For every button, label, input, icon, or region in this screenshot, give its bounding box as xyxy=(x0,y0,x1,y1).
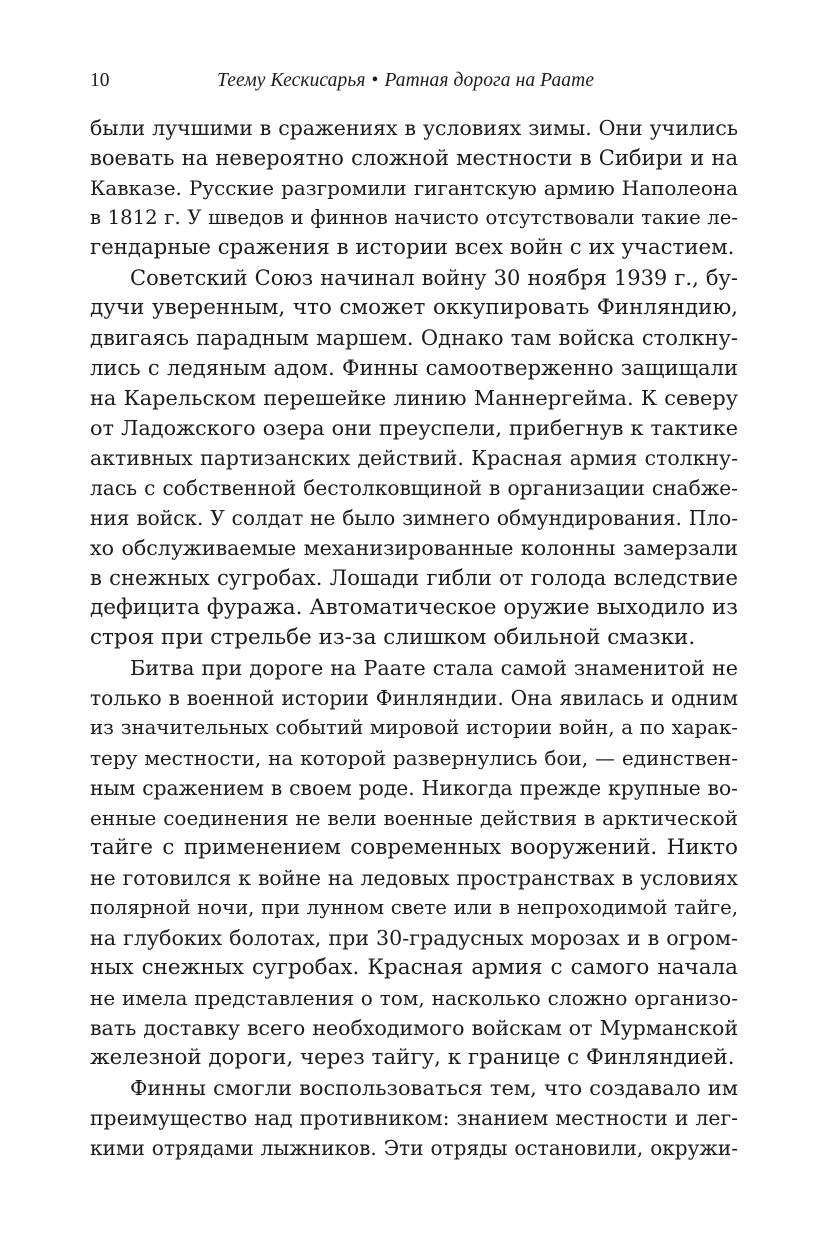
text-line: лась с собственной бестолковщиной в организации снабже- xyxy=(90,476,738,500)
text-line: Финны смогли воспользоваться тем, что создавало им xyxy=(130,1076,738,1100)
text-line: только в военной истории Финляндии. Она явилась и одним xyxy=(90,686,738,710)
text-line: тайге с применением современных вооружений. Никто xyxy=(90,835,738,860)
text-line: дефицита фуража. Автоматическое оружие выходило из xyxy=(90,595,738,620)
running-head xyxy=(217,66,594,96)
text-line: Советский Союз начинал войну 30 ноября 1939 г., бу- xyxy=(130,265,738,290)
text-line: на Карельском перешейке линию Маннергейма. К северу xyxy=(90,386,738,410)
text-line: хо обслуживаемые механизированные колонны замерзали xyxy=(90,536,738,560)
text-line: воевать на невероятно сложной местности в Сибири и на xyxy=(90,145,738,170)
body-text xyxy=(90,113,738,1163)
text-line: в 1812 г. У шведов и финнов начисто отсутствовали такие ле- xyxy=(90,206,738,229)
text-line: строя при стрельбе из-за слишком обильной смазки. xyxy=(90,625,696,650)
page-number: 10 xyxy=(90,70,110,91)
text-line: лись с ледяным адом. Финны самоотверженно защищали xyxy=(90,355,738,380)
text-line: на глубоких болотах, при 30-градусных морозах и в огром- xyxy=(90,926,738,950)
text-line: ния войск. У солдат не было зимнего обмундирования. Пло- xyxy=(90,506,738,530)
text-line: в снежных сугробах. Лошади гибли от голода вследствие xyxy=(90,565,738,590)
text-line: вать доставку всего необходимого войскам от Мурманской xyxy=(90,1016,738,1040)
header-author: Теему Кескисарья xyxy=(217,70,366,91)
text-line: полярной ночи, при лунном свете или в непроходимой тайге, xyxy=(90,896,738,919)
text-line: дучи уверенным, что сможет оккупировать Финляндию, xyxy=(90,295,738,320)
text-line: не готовился к войне на ледовых пространствах в условиях xyxy=(90,866,738,890)
text-line: енные соединения не вели военные действия в арктической xyxy=(90,806,738,830)
running-header xyxy=(90,66,738,96)
text-line: от Ладожского озера они преуспели, прибегнув к тактике xyxy=(90,416,738,440)
text-line: не имела представления о том, насколько сложно организо- xyxy=(90,986,738,1010)
text-line: из значительных событий мировой истории войн, а по харак- xyxy=(90,716,738,739)
header-separator: • xyxy=(371,70,379,91)
text-line: активных партизанских действий. Красная армия столкну- xyxy=(90,446,738,470)
text-line: ных снежных сугробах. Красная армия с самого начала xyxy=(90,955,738,980)
header-book-title: Ратная дорога на Раате xyxy=(384,70,595,91)
text-line: кими отрядами лыжников. Эти отряды остановили, окружи- xyxy=(90,1136,738,1160)
text-line: были лучшими в сражениях в условиях зимы. Они учились xyxy=(90,116,738,140)
text-line: гендарные сражения в истории всех войн с их участием. xyxy=(90,235,735,260)
text-line: Битва при дороге на Раате стала самой знаменитой не xyxy=(130,656,738,680)
text-line: преимущество над противником: знанием местности и лег- xyxy=(90,1106,738,1130)
text-line: ным сражением в своем роде. Никогда прежде крупные во- xyxy=(90,776,738,800)
text-line: Кавказе. Русские разгромили гигантскую армию Наполеона xyxy=(90,176,738,200)
text-line: железной дороги, через тайгу, к границе с Финляндией. xyxy=(90,1045,735,1070)
text-line: двигаясь парадным маршем. Однако там войска столкну- xyxy=(90,325,738,350)
text-line: теру местности, на которой развернулись бои, — единствен- xyxy=(90,746,738,770)
